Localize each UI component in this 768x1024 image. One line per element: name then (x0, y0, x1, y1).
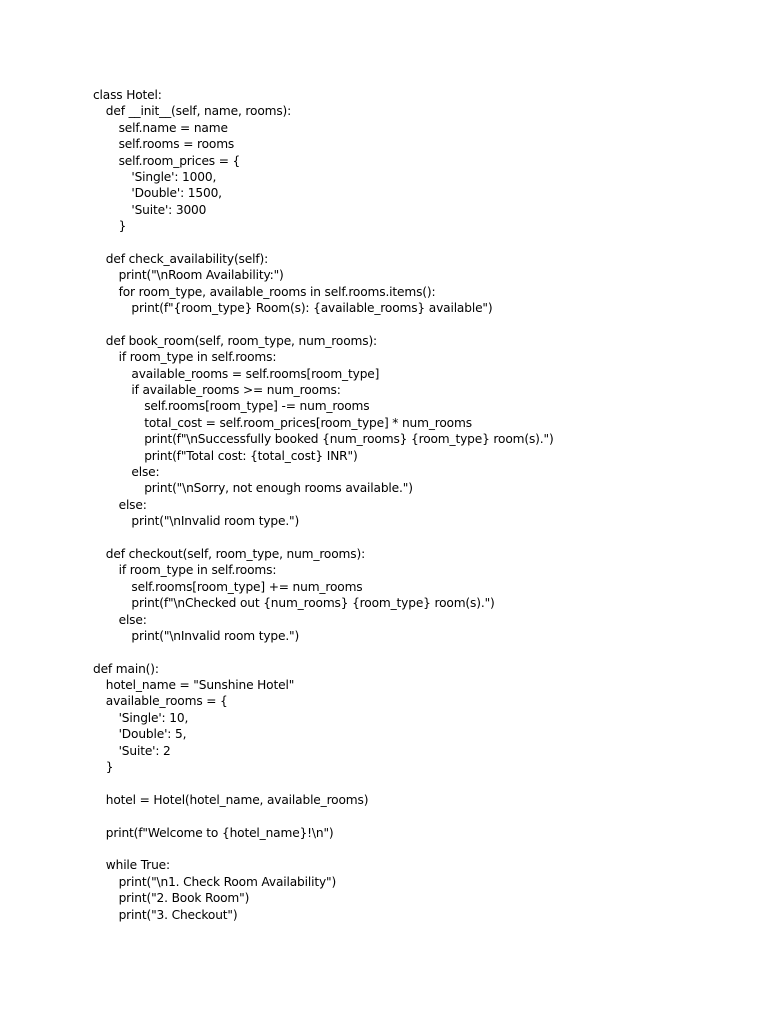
code-line: self.rooms = rooms (118, 137, 235, 152)
code-line: self.room_prices = { (118, 153, 241, 168)
code-line: total_cost = self.room_prices[room_type] * num_rooms (144, 415, 472, 430)
code-line: def check_availability(self): (105, 251, 269, 266)
code-line: print("\n1. Check Room Availability") (118, 874, 337, 889)
code-line: 'Double': 1500, (131, 186, 222, 201)
code-line: if available_rooms >= num_rooms: (131, 383, 341, 398)
code-line: print(f"\nChecked out {num_rooms} {room_type} room(s).") (131, 596, 495, 611)
code-line: else: (118, 612, 147, 627)
code-line: print(f"Welcome to {hotel_name}!\n") (105, 825, 334, 840)
code-line (93, 644, 733, 660)
code-line: 'Suite': 2 (118, 743, 171, 758)
code-line: else: (131, 464, 160, 479)
code-block (93, 87, 733, 923)
code-line: self.rooms[room_type] -= num_rooms (144, 399, 370, 414)
code-line: def book_room(self, room_type, num_rooms): (105, 333, 377, 348)
code-line: 'Suite': 3000 (131, 202, 207, 217)
code-line (93, 841, 733, 857)
code-line: for room_type, available_rooms in self.rooms.items(): (118, 284, 436, 299)
code-line (93, 808, 733, 824)
code-line (93, 316, 733, 332)
code-line: available_rooms = self.rooms[room_type] (131, 366, 380, 381)
code-line: print("2. Book Room") (118, 891, 250, 906)
code-line (93, 235, 733, 251)
code-line: 'Single': 10, (118, 710, 189, 725)
code-line: 'Double': 5, (118, 727, 187, 742)
code-line (93, 775, 733, 791)
code-line: hotel_name = "Sunshine Hotel" (105, 678, 295, 693)
code-line: print("\nInvalid room type.") (131, 514, 300, 529)
code-line: } (118, 219, 127, 234)
code-line: while True: (105, 858, 170, 873)
code-line: available_rooms = { (105, 694, 228, 709)
code-line: print("\nSorry, not enough rooms available.") (144, 481, 413, 496)
code-line: self.name = name (118, 120, 228, 135)
code-line: print("\nInvalid room type.") (131, 628, 300, 643)
code-line: print(f"{room_type} Room(s): {available_rooms} available") (131, 301, 493, 316)
code-line (93, 530, 733, 546)
code-line: 'Single': 1000, (131, 169, 217, 184)
code-line: def __init__(self, name, rooms): (105, 104, 292, 119)
code-line: if room_type in self.rooms: (118, 350, 277, 365)
code-line: def checkout(self, room_type, num_rooms): (105, 546, 366, 561)
code-line: print("3. Checkout") (118, 907, 238, 922)
code-line: self.rooms[room_type] += num_rooms (131, 579, 363, 594)
code-line: print(f"Total cost: {total_cost} INR") (144, 448, 358, 463)
code-line: } (105, 760, 114, 775)
code-line: if room_type in self.rooms: (118, 563, 277, 578)
code-line: print(f"\nSuccessfully booked {num_rooms} {room_type} room(s).") (144, 432, 554, 447)
code-line: def main(): (93, 661, 159, 676)
code-line: print("\nRoom Availability:") (118, 268, 284, 283)
code-line: hotel = Hotel(hotel_name, available_rooms) (105, 792, 369, 807)
code-line: class Hotel: (93, 88, 162, 102)
code-line: else: (118, 497, 147, 512)
